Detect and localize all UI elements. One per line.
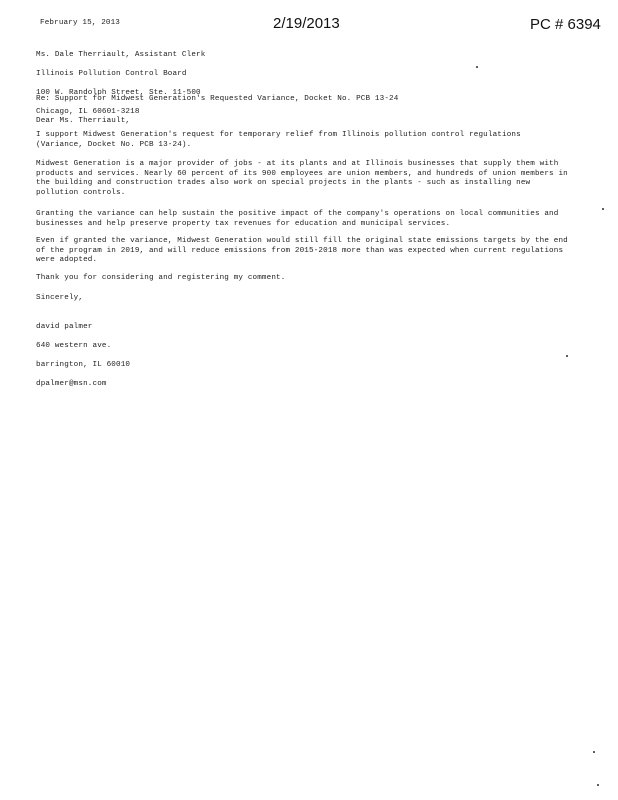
signature-street: 640 western ave. — [36, 341, 112, 350]
address-line: 100 W. Randolph Street, Ste. 11-500 — [36, 88, 201, 97]
scan-speck — [566, 355, 568, 357]
public-comment-number: PC # 6394 — [530, 16, 601, 33]
received-date-stamp: 2/19/2013 — [273, 15, 340, 32]
signature-block — [36, 313, 588, 399]
letter-date: February 15, 2013 — [40, 19, 121, 27]
scan-speck — [593, 751, 595, 753]
signature-name: david palmer — [36, 322, 93, 331]
address-line: Illinois Pollution Control Board — [36, 69, 187, 78]
signature-city: barrington, IL 60010 — [36, 360, 131, 369]
address-line: Chicago, IL 60601-3218 — [36, 108, 140, 117]
scan-speck — [597, 784, 599, 786]
salutation: Dear Ms. Therriault, — [36, 117, 131, 125]
address-line: Ms. Dale Therriault, Assistant Clerk — [36, 50, 206, 59]
body-paragraph: Even if granted the variance, Midwest Generation would still fill the original state emissions targets by the end of the program in 2019, and will reduce emissions from 2015-2018 more than was expected when current regulations were adopted. — [36, 237, 568, 265]
body-paragraph: Granting the variance can help sustain the positive impact of the company's operations on local communities and businesses and help preserve property tax revenues for education and municipal services. — [36, 210, 559, 228]
closing: Sincerely, — [36, 294, 84, 302]
body-paragraph: Midwest Generation is a major provider of jobs - at its plants and at Illinois businesses that supply them with products and services. Nearly 60 percent of its 900 employees are union members, and hundreds of union members in the building and construction trades also work on special projects in the plants - such as installing new pollution controls. — [36, 160, 568, 197]
signature-email: dpalmer@msn.com — [36, 380, 107, 389]
subject-line: Re: Support for Midwest Generation's Requested Variance, Docket No. PCB 13-24 — [36, 95, 399, 103]
scan-speck — [476, 66, 478, 68]
body-paragraph: Thank you for considering and registering my comment. — [36, 274, 286, 282]
scan-speck — [602, 208, 604, 210]
recipient-address — [36, 41, 588, 127]
body-paragraph: I support Midwest Generation's request for temporary relief from Illinois pollution control regulations (Variance, Docket No. PCB 13-24). — [36, 131, 521, 149]
